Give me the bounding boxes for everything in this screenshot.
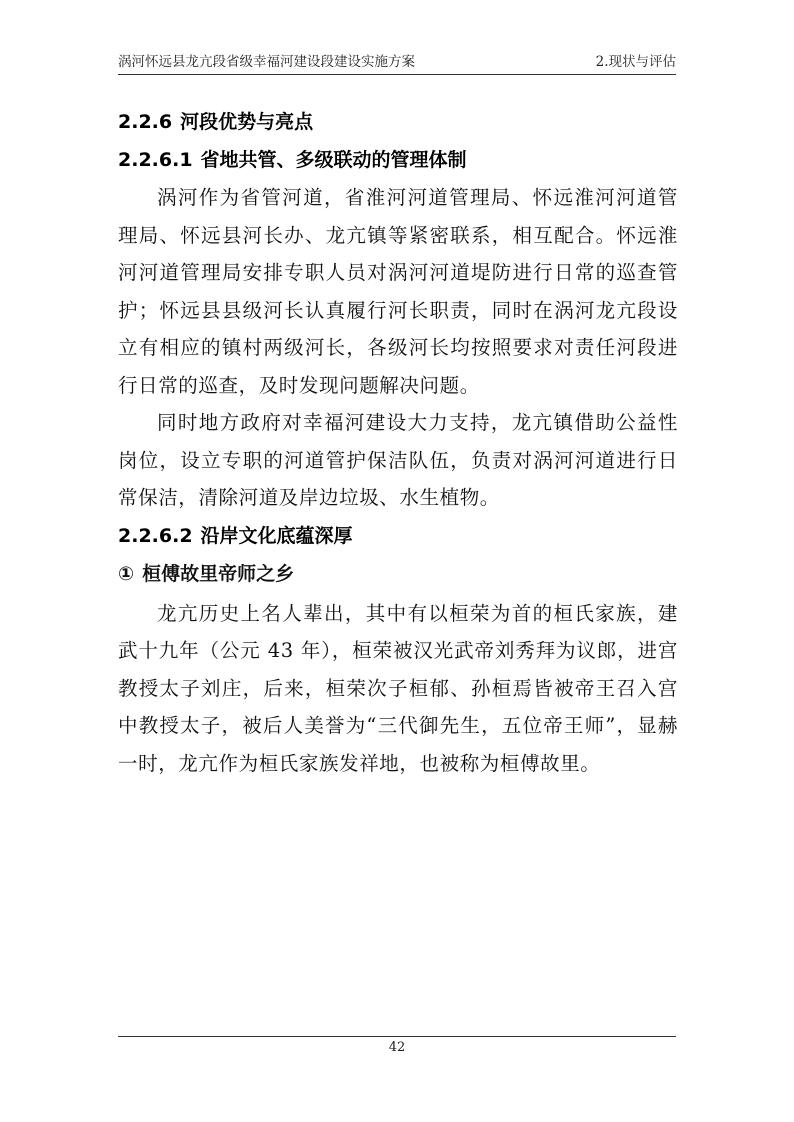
header-document-title: 涡河怀远县龙亢段省级幸福河建设段建设实施方案 [118,54,415,70]
page-content [118,103,678,782]
page-header [118,50,676,74]
subsection-title: 省地共管、多级联动的管理体制 [200,149,467,171]
section-heading [118,103,678,141]
page-number: 42 [388,1040,406,1055]
item-marker: ① [118,562,135,585]
header-chapter-title: 2.现状与评估 [595,54,676,70]
section-title: 河段优势与亮点 [180,111,314,133]
subsection-heading-1 [118,141,678,179]
subsection-title: 沿岸文化底蕴深厚 [200,524,353,547]
body-paragraph: 同时地方政府对幸福河建设大力支持，龙亢镇借助公益性岗位，设立专职的河道管护保洁队伍，负责对涡河河道进行日常保洁，清除河道及岸边垃圾、水生植物。 [118,411,678,509]
body-paragraph: 龙亢历史上名人辈出，其中有以桓荣为首的桓氏家族，建武十九年（公元 43 年），桓荣被汉光武帝刘秀拜为议郎，进宫教授太子刘庄，后来，桓荣次子桓郁、孙桓焉皆被帝王召入宫中教授太子，被后人美誉为“三代御先生，五位帝王师”，显赫一时，龙亢作为桓氏家族发祥地，也被称为桓傅故里。 [118,601,678,775]
footer-rule [118,1036,676,1037]
item-heading [118,555,678,595]
item-title: 桓傅故里帝师之乡 [142,562,295,585]
subsection-number: 2.2.6.2 [118,524,193,547]
body-paragraph: 涡河作为省管河道，省淮河河道管理局、怀远淮河河道管理局、怀远县河长办、龙亢镇等紧密联系，相互配合。怀远淮河河道管理局安排专职人员对涡河河道堤防进行日常的巡查管护；怀远县县级河长认真履行河长职责，同时在涡河龙亢段设立有相应的镇村两级河长，各级河长均按照要求对责任河段进行日常的巡查，及时发现问题解决问题。 [118,186,678,397]
section-number: 2.2.6 [118,111,173,133]
header-rule [118,74,676,75]
subsection-number: 2.2.6.1 [118,149,193,171]
subsection-heading-2 [118,517,678,555]
